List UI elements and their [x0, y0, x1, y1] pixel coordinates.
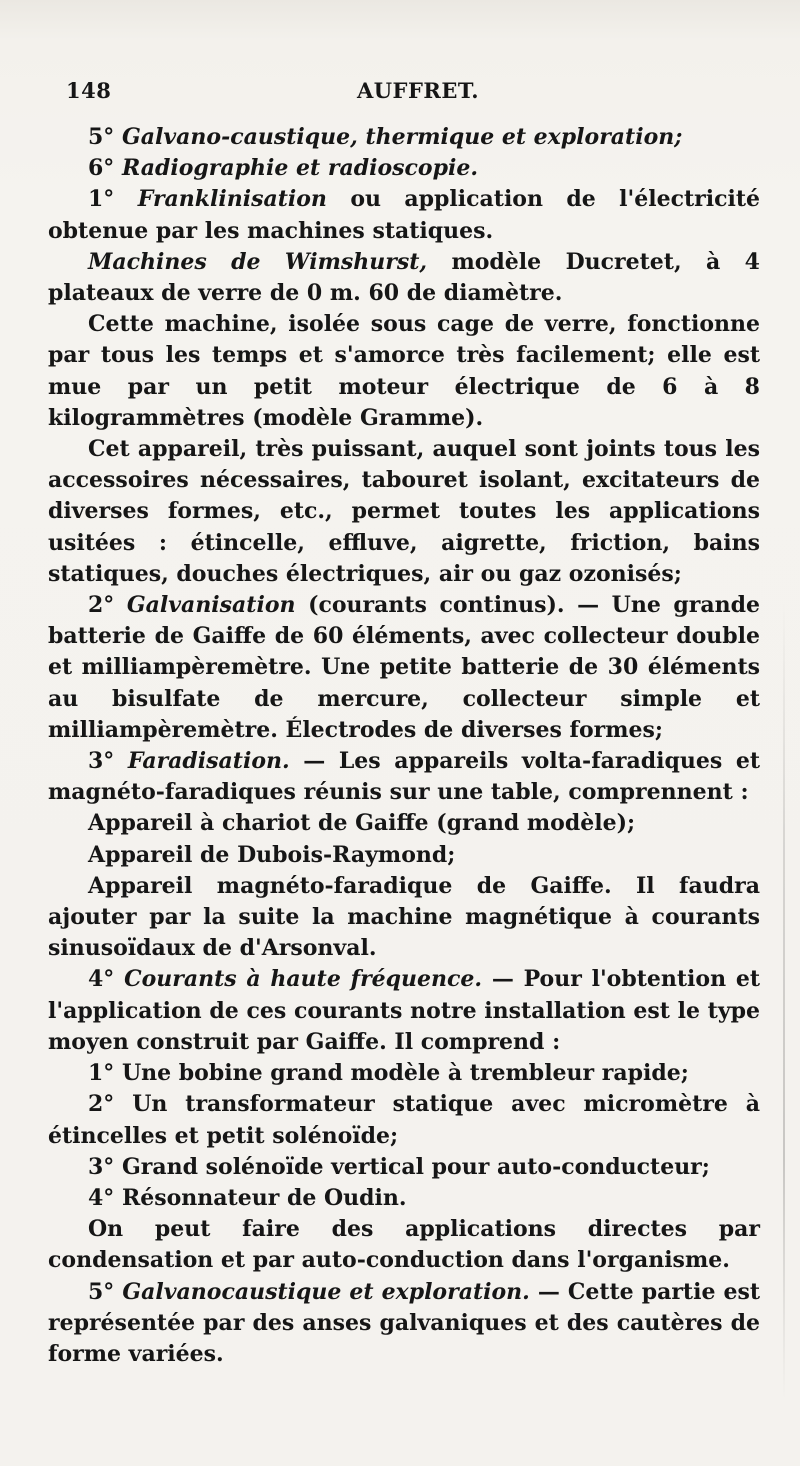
- paragraph: Machines de Wimshurst, modèle Ducretet, à 4 plateaux de verre de 0 m. 60 de diamètre.: [48, 248, 760, 307]
- paragraph: Cet appareil, très puissant, auquel sont joints tous les accessoires nécessaires, tabouret isolant, excitateurs de diverses formes, etc., permet toutes les applications usitées : étincelle, effluve, aigrette, friction, bains statiques, douches électriques, air ou gaz ozonisés;: [48, 436, 760, 587]
- paragraph: 3° Faradisation. — Les appareils volta-faradiques et magnéto-faradiques réunis sur une table, comprennent :: [48, 748, 761, 806]
- paragraph: 4° Courants à haute fréquence. — Pour l'obtention et l'application de ces courants notre installation est le type moyen construit par Gaiffe. Il comprend :: [48, 966, 760, 1055]
- paragraph: Appareil de Dubois-Raymond;: [88, 841, 456, 868]
- paragraph: Cette machine, isolée sous cage de verre, fonctionne par tous les temps et s'amorce très facilement; elle est mue par un petit moteur électrique de 6 à 8 kilogrammètres (modèle Gramme).: [48, 311, 760, 431]
- paragraph: 4° Résonnateur de Oudin.: [88, 1184, 407, 1211]
- paragraph: On peut faire des applications directes par condensation et par auto-conduction dans l'organisme.: [48, 1216, 760, 1274]
- page-edge-shadow: [783, 600, 785, 1400]
- paragraph: 1° Une bobine grand modèle à trembleur rapide;: [88, 1060, 689, 1087]
- paragraph: 2° Un transformateur statique avec micromètre à étincelles et petit solénoïde;: [48, 1091, 760, 1149]
- page-number: 148: [66, 78, 112, 103]
- paragraph: Appareil magnéto-faradique de Gaiffe. Il faudra ajouter par la suite la machine magnétique à courants sinusoïdaux de d'Arsonval.: [48, 872, 760, 962]
- paragraph: 3° Grand solénoïde vertical pour auto-conducteur;: [88, 1153, 710, 1180]
- paragraph: 2° Galvanisation (courants continus). — Une grande batterie de Gaiffe de 60 éléments, avec collecteur double et milliampèremètre. Une petite batterie de 30 éléments au bisulfate de mercure, collecteur simple et milliampèremètre. Électrodes de diverses formes;: [48, 592, 760, 743]
- paragraph: 6° Radiographie et radioscopie.: [88, 155, 478, 182]
- paragraph: Appareil à chariot de Gaiffe (grand modèle);: [88, 810, 636, 837]
- page-header: [66, 78, 770, 108]
- paragraph: 1° Franklinisation ou application de l'électricité obtenue par les machines statiques.: [48, 186, 761, 244]
- paragraph: 5° Galvano-caustique, thermique et exploration;: [88, 124, 683, 150]
- paragraph: 5° Galvanocaustique et exploration. — Cette partie est représentée par des anses galvaniques et des cautères de forme variées.: [48, 1278, 761, 1367]
- running-head: AUFFRET.: [356, 78, 480, 103]
- body-text: [48, 122, 760, 1370]
